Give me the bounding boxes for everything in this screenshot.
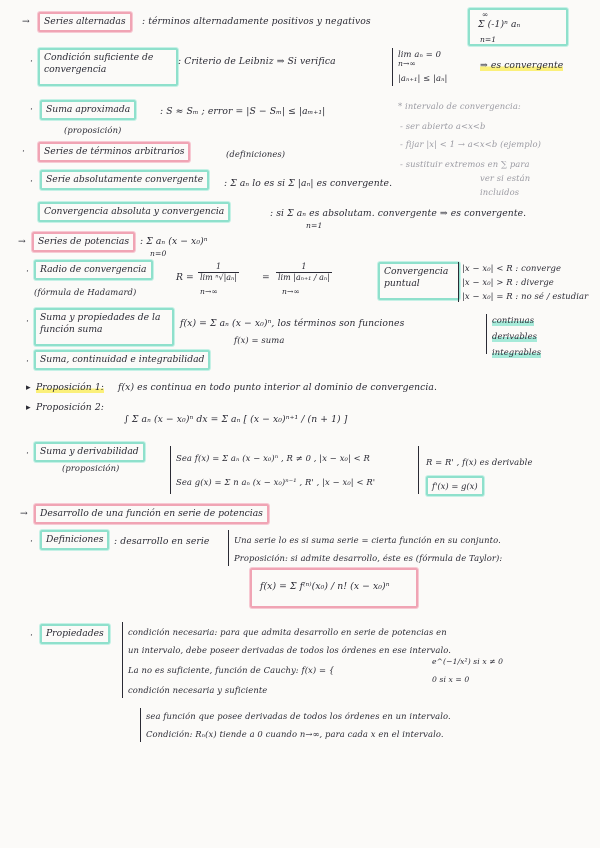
brace-line [458,262,459,302]
alternadas-description: : términos alternadamente positivos y negativos [142,16,371,27]
suma-prop-label: (proposición) [64,125,122,135]
potencias-formula: : Σ aₙ (x − x₀)ⁿ [140,236,208,247]
alternadas-formula: Σ (-1)ⁿ aₙ [478,19,521,30]
triangle-icon: ▸ [26,382,31,393]
brace-line [418,446,419,494]
leibniz-cond-limit: lim aₙ = 0 [398,49,442,59]
note-incluidos: incluidos [480,187,520,197]
propiedades-line-2: un intervalo, debe poseer derivadas de todos los órdenes en ese intervalo. [128,645,451,655]
box-definiciones: Definiciones [40,530,109,550]
title-terminos-arbitrarios: Series de términos arbitrarios [38,142,190,162]
note-ver: ver si están [480,173,531,183]
propiedades-line-5: sea función que posee derivadas de todos los órdenes en un intervalo. [146,711,451,721]
triangle-icon: ▸ [26,402,31,413]
deriv-sub: (proposición) [62,463,120,473]
box-suma-aproximada: Suma aproximada [40,100,136,120]
cauchy-case-2: 0 si x = 0 [432,675,470,684]
box-suma-derivabilidad: Suma y derivabilidad [34,442,145,462]
propiedades-line-3: La no es suficiente, función de Cauchy: f(x) = { [128,665,335,675]
definiciones-line-2: Proposición: si admite desarrollo, éste es (fórmula de Taylor): [234,553,503,563]
box-propiedades: Propiedades [40,624,110,644]
propiedades-line-1: condición necesaria: para que admita desarrollo en serie de potencias en [128,627,447,637]
bullet-icon: · [30,630,34,641]
conv-case-3: |x − x₀| = R : no sé / estudiar [462,291,589,301]
taylor-formula: f(x) = Σ f⁽ⁿ⁾(x₀) / n! (x − x₀)ⁿ [260,581,390,592]
bullet-icon: · [26,316,30,327]
conv-puntual-label: Convergencia puntual [384,266,449,289]
deriv-result-2: f'(x) = g(x) [426,476,484,496]
potencias-sub: n=0 [150,249,167,258]
arbitrarios-def: (definiciones) [226,149,286,159]
brace-line [170,446,171,494]
arrow-icon: → [22,16,30,27]
deriv-line-1: Sea f(x) = Σ aₙ (x − x₀)ⁿ , R ≠ 0 , |x − x₀| < R [176,453,370,463]
suma-serie-formula: f(x) = Σ aₙ (x − x₀)ⁿ, los términos son funciones [180,318,405,329]
leibniz-result: ⇒ es convergente [480,60,564,71]
criterio-leibniz: : Criterio de Leibniz ⇒ Si verifica [178,56,336,67]
title-desarrollo: Desarrollo de una función en serie de potencias [34,504,269,524]
suma-serie-sub: f(x) = suma [234,335,285,345]
prop2-integral: ∫ Σ aₙ (x − x₀)ⁿ dx = Σ aₙ [ (x − x₀)ⁿ⁺¹ / (n + 1) ] [124,414,348,425]
leibniz-cond-limit-sub: n→∞ [398,59,416,68]
definiciones-line-1: Una serie lo es si suma serie = cierta función en su conjunto. [234,535,501,545]
abs-impl-text: : si Σ aₙ es absolutam. convergente ⇒ es convergente. [270,208,527,219]
prop1-label: Proposición 1: [36,382,104,393]
box-convergencia-puntual [378,262,460,300]
box-suma-propiedades [34,308,174,346]
prop1-text: f(x) es continua en todo punto interior al dominio de convergencia. [118,382,438,393]
bullet-icon: · [30,56,34,67]
suma-aproximada-formula: : S ≈ Sₘ ; error = |S − Sₘ| ≤ |aₘ₊₁| [160,106,326,117]
prop2-label: Proposición 2: [36,402,104,413]
radio-eq: = [262,272,270,283]
prop-integrables: integrables [492,347,542,357]
bullet-icon: · [26,266,30,277]
prop-derivables: derivables [492,331,538,341]
radio-fraction-root: $\frac{1}{\text{lim ⁿ√|aₙ|}}$ [200,262,237,282]
box-condicion-suficiente [38,48,178,86]
propiedades-line-6: Condición: Rₙ(x) tiende a 0 cuando n→∞, para cada x en el intervalo. [146,729,444,739]
note-abierto: - ser abierto a<x<b [400,121,486,131]
cauchy-case-1: e^(−1/x²) si x ≠ 0 [432,657,504,666]
radio-nto-1: n→∞ [200,287,218,296]
condicion-suficiente-label: Condición suficiente de convergencia [44,52,154,75]
box-taylor [250,568,418,608]
box-convergencia-absoluta: Convergencia absoluta y convergencia [38,202,230,222]
brace-line [486,314,487,354]
title-series-potencias: Series de potencias [32,232,135,252]
note-sustituir: - sustituir extremos en ∑ para [400,159,530,169]
sum-lower: n=1 [480,35,497,44]
propiedades-line-4: condición necesaria y suficiente [128,685,268,695]
note-fijar: - fijar |x| < 1 → a<x<b (ejemplo) [400,139,542,149]
radio-hadamard: (fórmula de Hadamard) [34,287,137,297]
radio-nto-2: n→∞ [282,287,300,296]
brace-line [122,622,123,698]
radio-fraction-ratio: $\frac{1}{\text{lim |aₙ₊₁ / aₙ|}}$ [278,262,330,282]
note-intervalo: * intervalo de convergencia: [398,101,521,111]
radio-R: R = [176,272,194,283]
abs-impl-sub: n=1 [306,221,323,230]
arrow-icon: → [18,236,26,247]
abs-conv-text: : Σ aₙ lo es si Σ |aₙ| es convergente. [224,178,393,189]
conv-case-2: |x − x₀| > R : diverge [462,277,554,287]
definiciones-text: : desarrollo en serie [114,536,210,547]
bullet-icon: · [26,448,30,459]
deriv-line-2: Sea g(x) = Σ n aₙ (x − x₀)ⁿ⁻¹ , R' , |x − x₀| < R' [176,477,376,487]
prop-continuas: continuas [492,315,535,325]
brace-line [228,530,229,566]
conv-case-1: |x − x₀| < R : converge [462,263,562,273]
title-series-alternadas: Series alternadas [38,12,132,32]
bullet-icon: · [30,536,34,547]
sum-upper: ∞ [482,10,489,19]
bullet-icon: · [22,146,26,157]
brace-line [140,708,141,742]
bullet-icon: · [30,176,34,187]
box-absolutamente-convergente: Serie absolutamente convergente [40,170,209,190]
brace-line [392,48,393,86]
leibniz-cond-decreasing: |aₙ₊₁| ≤ |aₙ| [398,73,448,83]
suma-propiedades-label: Suma y propiedades de la función suma [40,312,161,335]
bullet-icon: · [26,356,30,367]
arrow-icon: → [20,508,28,519]
box-continuidad-integrabilidad: Suma, continuidad e integrabilidad [34,350,210,370]
box-radio-convergencia: Radio de convergencia [34,260,153,280]
deriv-result-1: R = R' , f(x) es derivable [426,457,533,467]
alternadas-formula-box [468,8,568,46]
bullet-icon: · [30,104,34,115]
